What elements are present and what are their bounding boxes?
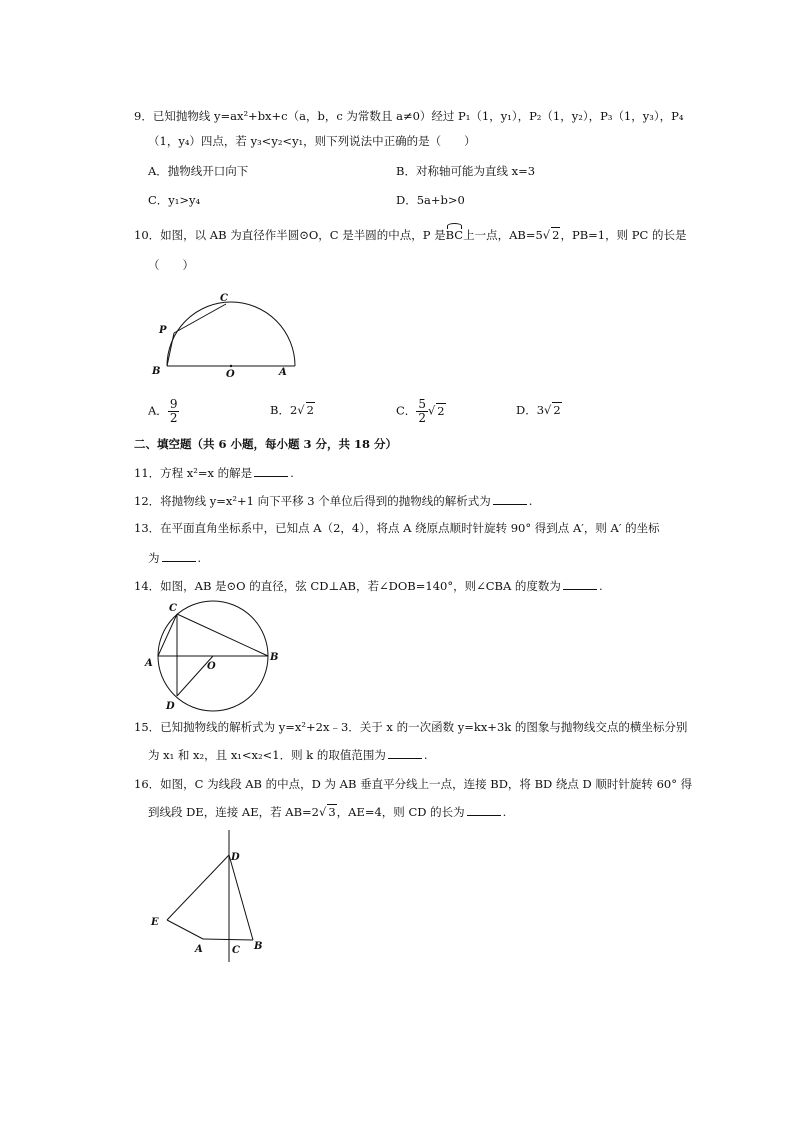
q10-stem-part1: 10．如图，以 AB 为直径作半圆⊙O，C 是半圆的中点，P 是	[134, 228, 446, 242]
q9-option-a: A．抛物线开口向下	[148, 164, 249, 178]
q14-answer-blank	[563, 577, 597, 590]
section-heading-fill-in: 二、填空题（共 6 小题，每小题 3 分，共 18 分）	[134, 437, 398, 451]
q10-option-a: A． $\frac{9}{2}$	[148, 397, 178, 425]
q14-label-o: O	[207, 661, 216, 672]
q10-segment-pb	[167, 333, 174, 366]
q10-label-b: B	[152, 366, 161, 377]
q9-option-c: C．y₁>y₄	[148, 193, 201, 207]
q13-stem-line2: 为 .	[148, 551, 202, 565]
q16-stem-line1: 16．如图，C 为线段 AB 的中点，D 为 AB 垂直平分线上一点，连接 BD，将 BD 绕点 D 顺时针旋转 60° 得	[134, 777, 693, 791]
q14-segment-ca	[158, 614, 177, 656]
q13-answer-blank	[162, 549, 196, 562]
q15-answer-blank	[388, 746, 422, 759]
q16-label-c: C	[232, 945, 240, 956]
q16-stem-line2: 到线段 DE，连接 AE，若 AB=2√ 3，AE=4，则 CD 的长为 .	[148, 805, 507, 819]
q10-stem-part3: ，PB=1，则 PC 的长是	[560, 228, 687, 242]
q16-segment-db	[229, 855, 253, 940]
q10-option-a-fraction: $\frac{9}{2}$	[169, 397, 178, 425]
q16-answer-blank	[467, 803, 501, 816]
q10-stem-line2: （ ）	[148, 258, 194, 272]
q10-arc-bc: BC	[445, 228, 464, 242]
q10-segment-pc	[174, 304, 226, 333]
q12-stem: 12．将抛物线 y=x²+1 向下平移 3 个单位后得到的抛物线的解析式为 .	[134, 494, 533, 508]
q10-semicircle-figure	[140, 288, 310, 380]
q15-stem-line1: 15．已知抛物线的解析式为 y=x²+2x﹣3．关于 x 的一次函数 y=kx+3k 的图象与抛物线交点的横坐标分别	[134, 720, 688, 734]
q16-segment-ab	[203, 939, 253, 940]
q16-label-b: B	[254, 941, 263, 952]
q13-stem-line1: 13．在平面直角坐标系中，已知点 A（2，4），将点 A 绕原点顺时针旋转 90° 得到点 A′，则 A′ 的坐标	[134, 521, 660, 535]
q9-stem-line1: 9．已知抛物线 y=ax²+bx+c（a，b，c 为常数且 a≠0）经过 P₁（1，y₁），P₂（1，y₂），P₃（1，y₃），P₄	[134, 109, 684, 123]
q16-label-e: E	[151, 917, 159, 928]
q16-segment-ed	[167, 855, 229, 920]
q16-triangle-figure	[145, 830, 275, 962]
q10-stem-line1	[134, 226, 686, 244]
q16-segment-ea	[167, 920, 203, 939]
q12-answer-blank	[493, 492, 527, 505]
q14-label-d: D	[166, 701, 175, 712]
q11-stem: 11．方程 x²=x 的解是 .	[134, 466, 294, 480]
q10-semicircle-arc	[167, 302, 295, 366]
q14-label-b: B	[270, 652, 279, 663]
q14-stem: 14．如图，AB 是⊙O 的直径，弦 CD⊥AB，若∠DOB=140°，则∠CBA 的度数为 .	[134, 579, 603, 593]
q10-stem-part2: 上一点，AB=5	[463, 228, 543, 242]
q10-option-c-fraction: $\frac{5}{2}$	[418, 397, 426, 425]
q10-radicand: 2	[552, 228, 560, 242]
q10-option-d: D．3√ 2	[516, 403, 561, 417]
q10-option-c: C． $\frac{5}{2}$ √ 2	[396, 397, 445, 425]
q15-stem-line2: 为 x₁ 和 x₂，且 x₁<x₂<1．则 k 的取值范围为 .	[148, 748, 428, 762]
q10-label-a: A	[279, 367, 287, 378]
q14-label-c: C	[169, 603, 177, 614]
q9-option-b: B．对称轴可能为直线 x=3	[396, 164, 536, 178]
q10-label-c: C	[220, 293, 228, 304]
q14-circle-figure	[140, 597, 290, 715]
q16-label-a: A	[195, 944, 203, 955]
q9-option-d: D．5a+b>0	[396, 193, 465, 207]
q10-sqrt-sign: √	[542, 228, 551, 242]
q11-answer-blank	[254, 464, 288, 477]
q10-center-dot	[230, 365, 232, 367]
q10-option-b: B．2√ 2	[270, 403, 314, 417]
q16-label-d: D	[231, 852, 240, 863]
q10-label-p: P	[159, 325, 167, 336]
q14-label-a: A	[145, 658, 153, 669]
q9-stem-line2: （1，y₄）四点，若 y₃<y₂<y₁，则下列说法中正确的是（ ）	[148, 134, 476, 148]
q10-label-o: O	[226, 369, 235, 380]
